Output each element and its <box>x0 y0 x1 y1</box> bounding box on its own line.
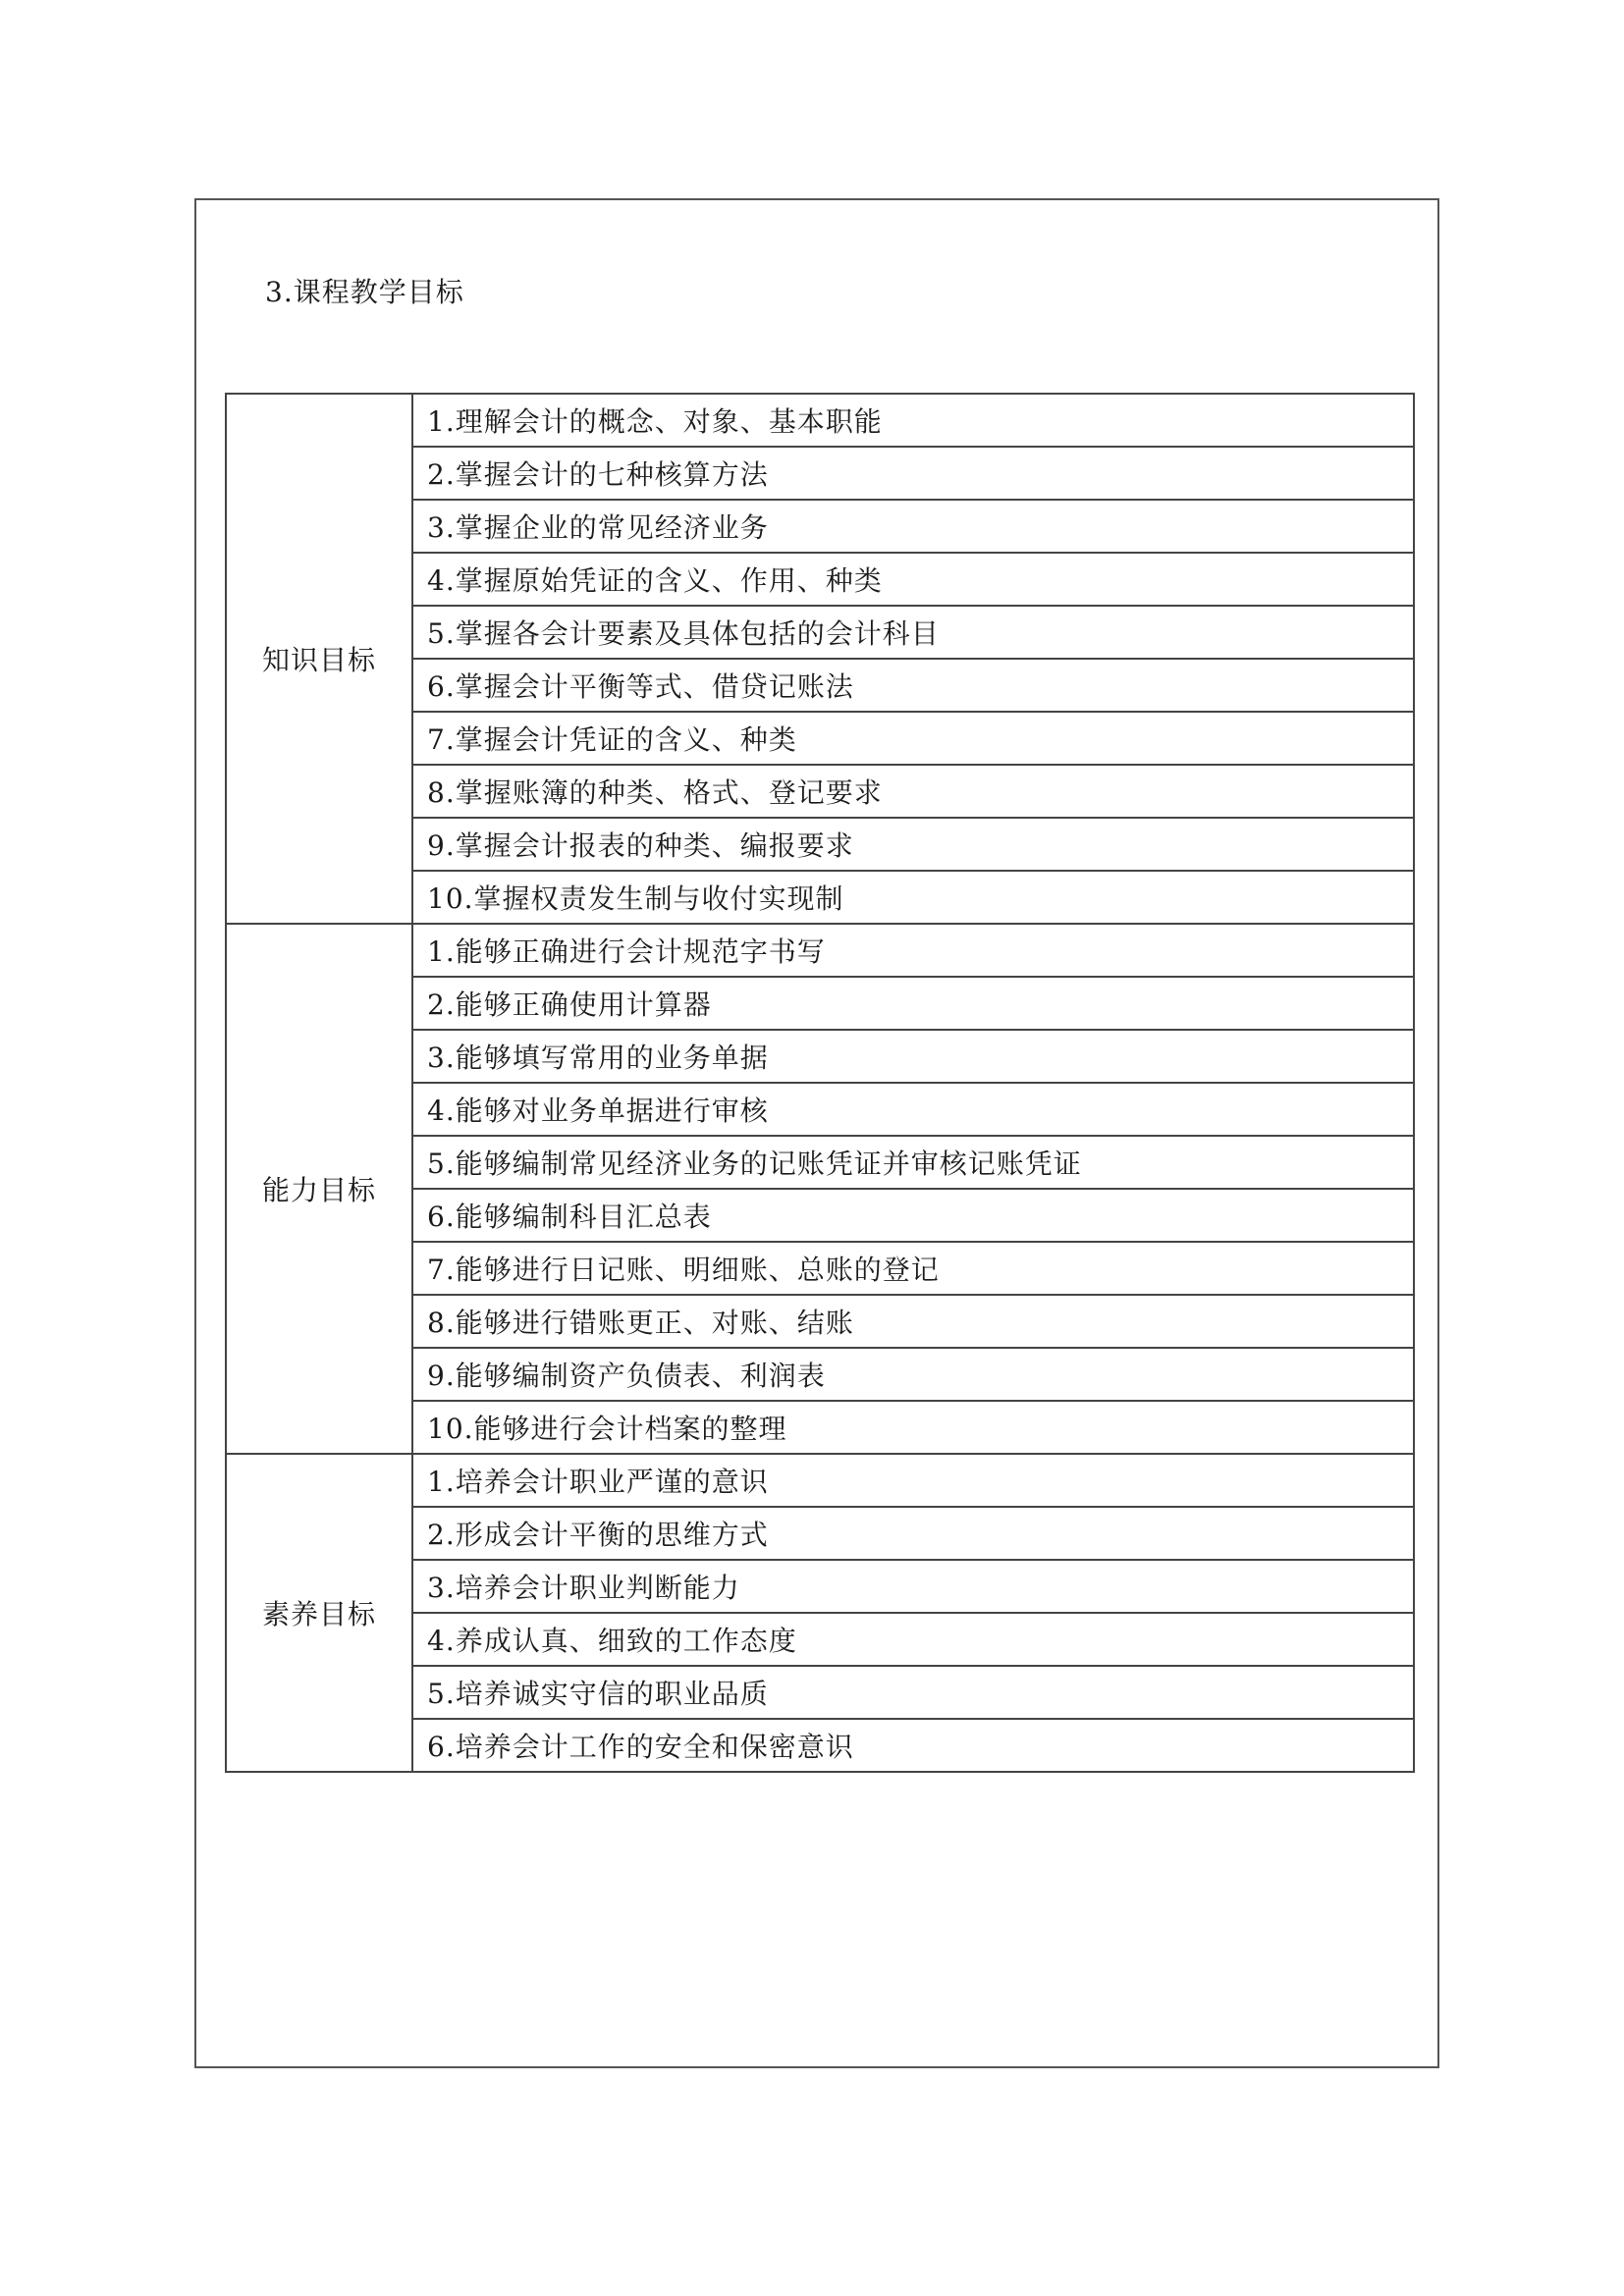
objective-item: 9.掌握会计报表的种类、编报要求 <box>412 818 1414 871</box>
objective-item: 7.能够进行日记账、明细账、总账的登记 <box>412 1242 1414 1295</box>
objective-item: 10.掌握权责发生制与收付实现制 <box>412 871 1414 924</box>
objective-item: 10.能够进行会计档案的整理 <box>412 1401 1414 1454</box>
objective-item: 8.能够进行错账更正、对账、结账 <box>412 1295 1414 1348</box>
table-row <box>226 1454 1414 1507</box>
objective-item: 1.能够正确进行会计规范字书写 <box>412 924 1414 977</box>
objective-item: 4.能够对业务单据进行审核 <box>412 1083 1414 1136</box>
table-row <box>226 394 1414 447</box>
objective-item: 2.形成会计平衡的思维方式 <box>412 1507 1414 1560</box>
objective-item: 5.培养诚实守信的职业品质 <box>412 1666 1414 1719</box>
objective-item: 6.能够编制科目汇总表 <box>412 1189 1414 1242</box>
objective-item: 2.能够正确使用计算器 <box>412 977 1414 1030</box>
section-heading: 3.课程教学目标 <box>265 276 464 308</box>
objectives-table <box>225 393 1415 1773</box>
objective-item: 1.培养会计职业严谨的意识 <box>412 1454 1414 1507</box>
objective-item: 7.掌握会计凭证的含义、种类 <box>412 712 1414 765</box>
category-label: 知识目标 <box>226 394 412 924</box>
objective-item: 1.理解会计的概念、对象、基本职能 <box>412 394 1414 447</box>
objective-item: 6.培养会计工作的安全和保密意识 <box>412 1719 1414 1772</box>
objective-item: 3.掌握企业的常见经济业务 <box>412 500 1414 553</box>
table-row <box>226 924 1414 977</box>
objective-item: 4.掌握原始凭证的含义、作用、种类 <box>412 553 1414 606</box>
objectives-table-body <box>226 394 1414 1772</box>
objective-item: 3.能够填写常用的业务单据 <box>412 1030 1414 1083</box>
category-label: 素养目标 <box>226 1454 412 1772</box>
category-label: 能力目标 <box>226 924 412 1454</box>
objective-item: 3.培养会计职业判断能力 <box>412 1560 1414 1613</box>
objective-item: 2.掌握会计的七种核算方法 <box>412 447 1414 500</box>
objective-item: 5.掌握各会计要素及具体包括的会计科目 <box>412 606 1414 659</box>
objective-item: 5.能够编制常见经济业务的记账凭证并审核记账凭证 <box>412 1136 1414 1189</box>
objective-item: 6.掌握会计平衡等式、借贷记账法 <box>412 659 1414 712</box>
objective-item: 4.养成认真、细致的工作态度 <box>412 1613 1414 1666</box>
objective-item: 8.掌握账簿的种类、格式、登记要求 <box>412 765 1414 818</box>
objective-item: 9.能够编制资产负债表、利润表 <box>412 1348 1414 1401</box>
